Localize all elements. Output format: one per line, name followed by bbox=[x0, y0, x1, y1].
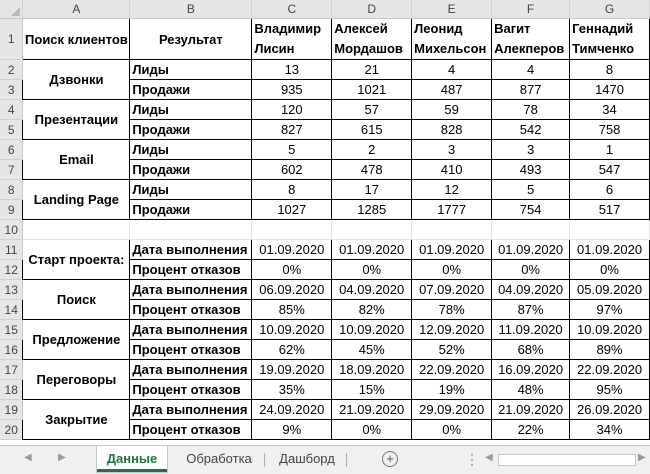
metric-label[interactable]: Продажи bbox=[130, 80, 252, 100]
column-header[interactable]: D bbox=[332, 0, 412, 19]
row-header[interactable]: 13 bbox=[0, 280, 23, 300]
percent-cell[interactable]: 0% bbox=[332, 420, 412, 440]
row-header[interactable]: 18 bbox=[0, 380, 23, 400]
empty-cell[interactable] bbox=[332, 220, 412, 240]
value-cell[interactable]: 57 bbox=[332, 100, 412, 120]
header-cell[interactable]: Леонид Михельсон bbox=[412, 19, 492, 60]
value-cell[interactable]: 4 bbox=[412, 60, 492, 80]
table-row bbox=[0, 280, 650, 300]
column-header[interactable]: A bbox=[23, 0, 130, 19]
value-cell[interactable]: 12 bbox=[412, 180, 492, 200]
value-cell[interactable]: 8 bbox=[252, 180, 332, 200]
table-row bbox=[0, 320, 650, 340]
row-header[interactable]: 20 bbox=[0, 420, 23, 440]
date-cell[interactable]: 10.09.2020 bbox=[332, 320, 412, 340]
row-header[interactable]: 8 bbox=[0, 180, 23, 200]
header-cell[interactable]: Вагит Алекперов bbox=[492, 19, 570, 60]
empty-cell[interactable] bbox=[412, 220, 492, 240]
header-cell[interactable]: Геннадий Тимченко bbox=[570, 19, 650, 60]
row-header[interactable]: 15 bbox=[0, 320, 23, 340]
scroll-tabs-left-icon[interactable]: ◀ bbox=[24, 452, 32, 463]
percent-cell[interactable]: 0% bbox=[252, 260, 332, 280]
row-header[interactable]: 1 bbox=[0, 19, 23, 60]
date-cell[interactable]: 01.09.2020 bbox=[492, 240, 570, 260]
row-header[interactable]: 12 bbox=[0, 260, 23, 280]
value-cell[interactable]: 1021 bbox=[332, 80, 412, 100]
value-cell[interactable]: 34 bbox=[570, 100, 650, 120]
value-cell[interactable]: 828 bbox=[412, 120, 492, 140]
stage-metric-label[interactable]: Дата выполнения bbox=[130, 240, 252, 260]
value-cell[interactable]: 1777 bbox=[412, 200, 492, 220]
metric-label[interactable]: Лиды bbox=[130, 140, 252, 160]
date-cell[interactable]: 01.09.2020 bbox=[252, 240, 332, 260]
column-header[interactable]: B bbox=[130, 0, 252, 19]
value-cell[interactable]: 8 bbox=[570, 60, 650, 80]
stage-name[interactable]: Старт проекта: bbox=[23, 240, 130, 280]
stage-metric-label[interactable]: Дата выполнения bbox=[130, 280, 252, 300]
row-header[interactable]: 17 bbox=[0, 360, 23, 380]
empty-cell[interactable] bbox=[130, 220, 252, 240]
percent-cell[interactable]: 0% bbox=[570, 260, 650, 280]
table-row bbox=[0, 100, 650, 120]
percent-cell[interactable]: 45% bbox=[332, 340, 412, 360]
date-cell[interactable]: 06.09.2020 bbox=[252, 280, 332, 300]
value-cell[interactable]: 877 bbox=[492, 80, 570, 100]
percent-cell[interactable]: 0% bbox=[492, 260, 570, 280]
value-cell[interactable]: 487 bbox=[412, 80, 492, 100]
channel-name[interactable]: Дзвонки bbox=[23, 60, 130, 100]
value-cell[interactable]: 78 bbox=[492, 100, 570, 120]
date-cell[interactable]: 18.09.2020 bbox=[332, 360, 412, 380]
scroll-right-icon[interactable]: ▶ bbox=[638, 452, 646, 463]
date-cell[interactable]: 10.09.2020 bbox=[252, 320, 332, 340]
metric-label[interactable]: Продажи bbox=[130, 200, 252, 220]
row-header[interactable]: 11 bbox=[0, 240, 23, 260]
value-cell[interactable]: 4 bbox=[492, 60, 570, 80]
value-cell[interactable]: 547 bbox=[570, 160, 650, 180]
value-cell[interactable]: 602 bbox=[252, 160, 332, 180]
percent-cell[interactable]: 52% bbox=[412, 340, 492, 360]
value-cell[interactable]: 478 bbox=[332, 160, 412, 180]
value-cell[interactable]: 5 bbox=[252, 140, 332, 160]
table-row bbox=[0, 220, 650, 240]
table-row bbox=[0, 400, 650, 420]
value-cell[interactable]: 827 bbox=[252, 120, 332, 140]
header-cell[interactable]: Алексей Мордашов bbox=[332, 19, 412, 60]
date-cell[interactable]: 12.09.2020 bbox=[412, 320, 492, 340]
metric-label[interactable]: Лиды bbox=[130, 180, 252, 200]
stage-metric-label[interactable]: Процент отказов bbox=[130, 260, 252, 280]
row-header[interactable]: 10 bbox=[0, 220, 23, 240]
value-cell[interactable]: 935 bbox=[252, 80, 332, 100]
percent-cell[interactable]: 97% bbox=[570, 300, 650, 320]
value-cell[interactable]: 1285 bbox=[332, 200, 412, 220]
row-header[interactable]: 3 bbox=[0, 80, 23, 100]
date-cell[interactable]: 19.09.2020 bbox=[252, 360, 332, 380]
sheet-tab-dashboard[interactable]: Дашборд bbox=[279, 451, 335, 466]
stage-name[interactable]: Предложение bbox=[23, 320, 130, 360]
date-cell[interactable]: 21.09.2020 bbox=[492, 400, 570, 420]
value-cell[interactable]: 120 bbox=[252, 100, 332, 120]
date-cell[interactable]: 07.09.2020 bbox=[412, 280, 492, 300]
empty-cell[interactable] bbox=[23, 220, 130, 240]
sheet-tab-processing[interactable]: Обработка bbox=[186, 451, 252, 466]
percent-cell[interactable]: 87% bbox=[492, 300, 570, 320]
table-row bbox=[0, 140, 650, 160]
stage-name[interactable]: Поиск bbox=[23, 280, 130, 320]
more-options-icon[interactable]: ⋮ bbox=[465, 451, 479, 467]
stage-metric-label[interactable]: Процент отказов bbox=[130, 300, 252, 320]
table-row bbox=[0, 19, 650, 60]
table-row bbox=[0, 180, 650, 200]
percent-cell[interactable]: 95% bbox=[570, 380, 650, 400]
column-header[interactable]: E bbox=[412, 0, 492, 19]
row-header[interactable]: 19 bbox=[0, 400, 23, 420]
date-cell[interactable]: 22.09.2020 bbox=[412, 360, 492, 380]
percent-cell[interactable]: 9% bbox=[252, 420, 332, 440]
empty-cell[interactable] bbox=[252, 220, 332, 240]
percent-cell[interactable]: 85% bbox=[252, 300, 332, 320]
date-cell[interactable]: 01.09.2020 bbox=[412, 240, 492, 260]
date-cell[interactable]: 01.09.2020 bbox=[332, 240, 412, 260]
channel-name[interactable]: Email bbox=[23, 140, 130, 180]
date-cell[interactable]: 05.09.2020 bbox=[570, 280, 650, 300]
stage-name[interactable]: Переговоры bbox=[23, 360, 130, 400]
column-header[interactable]: G bbox=[570, 0, 650, 19]
date-cell[interactable]: 29.09.2020 bbox=[412, 400, 492, 420]
value-cell[interactable]: 1 bbox=[570, 140, 650, 160]
metric-label[interactable]: Продажи bbox=[130, 160, 252, 180]
metric-label[interactable]: Лиды bbox=[130, 100, 252, 120]
percent-cell[interactable]: 0% bbox=[412, 420, 492, 440]
percent-cell[interactable]: 68% bbox=[492, 340, 570, 360]
value-cell[interactable]: 410 bbox=[412, 160, 492, 180]
row-header[interactable]: 14 bbox=[0, 300, 23, 320]
value-cell[interactable]: 517 bbox=[570, 200, 650, 220]
scroll-tabs-right-icon[interactable]: ▶ bbox=[58, 452, 66, 463]
date-cell[interactable]: 22.09.2020 bbox=[570, 360, 650, 380]
table-row bbox=[0, 240, 650, 260]
value-cell[interactable]: 59 bbox=[412, 100, 492, 120]
sheet-tab-data[interactable]: Данные bbox=[97, 446, 167, 472]
value-cell[interactable]: 1027 bbox=[252, 200, 332, 220]
percent-cell[interactable]: 89% bbox=[570, 340, 650, 360]
table-row bbox=[0, 60, 650, 80]
percent-cell[interactable]: 48% bbox=[492, 380, 570, 400]
tab-separator bbox=[264, 453, 265, 467]
percent-cell[interactable]: 19% bbox=[412, 380, 492, 400]
value-cell[interactable]: 758 bbox=[570, 120, 650, 140]
stage-metric-label[interactable]: Дата выполнения bbox=[130, 320, 252, 340]
row-header[interactable]: 6 bbox=[0, 140, 23, 160]
date-cell[interactable]: 01.09.2020 bbox=[570, 240, 650, 260]
date-cell[interactable]: 11.09.2020 bbox=[492, 320, 570, 340]
channel-name[interactable]: Презентации bbox=[23, 100, 130, 140]
select-all-corner[interactable] bbox=[0, 0, 23, 19]
empty-cell[interactable] bbox=[492, 220, 570, 240]
add-sheet-icon[interactable]: + bbox=[382, 451, 398, 467]
date-cell[interactable]: 10.09.2020 bbox=[570, 320, 650, 340]
stage-metric-label[interactable]: Дата выполнения bbox=[130, 400, 252, 420]
value-cell[interactable]: 21 bbox=[332, 60, 412, 80]
percent-cell[interactable]: 78% bbox=[412, 300, 492, 320]
date-cell[interactable]: 24.09.2020 bbox=[252, 400, 332, 420]
percent-cell[interactable]: 15% bbox=[332, 380, 412, 400]
stage-metric-label[interactable]: Процент отказов bbox=[130, 380, 252, 400]
metric-label[interactable]: Лиды bbox=[130, 60, 252, 80]
row-header[interactable]: 7 bbox=[0, 160, 23, 180]
stage-name[interactable]: Закрытие bbox=[23, 400, 130, 440]
value-cell[interactable]: 2 bbox=[332, 140, 412, 160]
row-header[interactable]: 16 bbox=[0, 340, 23, 360]
percent-cell[interactable]: 82% bbox=[332, 300, 412, 320]
scroll-left-icon[interactable]: ◀ bbox=[485, 452, 493, 463]
percent-cell[interactable]: 0% bbox=[412, 260, 492, 280]
value-cell[interactable]: 13 bbox=[252, 60, 332, 80]
header-cell[interactable]: Владимир Лисин bbox=[252, 19, 332, 60]
percent-cell[interactable]: 62% bbox=[252, 340, 332, 360]
date-cell[interactable]: 04.09.2020 bbox=[492, 280, 570, 300]
header-cell[interactable]: Поиск клиентов bbox=[23, 19, 130, 60]
column-header[interactable]: C bbox=[252, 0, 332, 19]
stage-metric-label[interactable]: Процент отказов bbox=[130, 340, 252, 360]
header-cell[interactable]: Результат bbox=[130, 19, 252, 60]
value-cell[interactable]: 615 bbox=[332, 120, 412, 140]
percent-cell[interactable]: 22% bbox=[492, 420, 570, 440]
sheet-tab-bar bbox=[0, 445, 650, 474]
row-header[interactable]: 5 bbox=[0, 120, 23, 140]
row-header[interactable]: 2 bbox=[0, 60, 23, 80]
metric-label[interactable]: Продажи bbox=[130, 120, 252, 140]
date-cell[interactable]: 16.09.2020 bbox=[492, 360, 570, 380]
column-header[interactable]: F bbox=[492, 0, 570, 19]
value-cell[interactable]: 542 bbox=[492, 120, 570, 140]
empty-cell[interactable] bbox=[570, 220, 650, 240]
percent-cell[interactable]: 35% bbox=[252, 380, 332, 400]
stage-metric-label[interactable]: Процент отказов bbox=[130, 420, 252, 440]
value-cell[interactable]: 17 bbox=[332, 180, 412, 200]
table-row bbox=[0, 360, 650, 380]
date-cell[interactable]: 26.09.2020 bbox=[570, 400, 650, 420]
value-cell[interactable]: 493 bbox=[492, 160, 570, 180]
percent-cell[interactable]: 34% bbox=[570, 420, 650, 440]
row-header[interactable]: 9 bbox=[0, 200, 23, 220]
value-cell[interactable]: 3 bbox=[412, 140, 492, 160]
tab-separator bbox=[346, 453, 347, 467]
row-header[interactable]: 4 bbox=[0, 100, 23, 120]
value-cell[interactable]: 5 bbox=[492, 180, 570, 200]
date-cell[interactable]: 21.09.2020 bbox=[332, 400, 412, 420]
stage-metric-label[interactable]: Дата выполнения bbox=[130, 360, 252, 380]
value-cell[interactable]: 1470 bbox=[570, 80, 650, 100]
value-cell[interactable]: 3 bbox=[492, 140, 570, 160]
value-cell[interactable]: 6 bbox=[570, 180, 650, 200]
value-cell[interactable]: 754 bbox=[492, 200, 570, 220]
percent-cell[interactable]: 0% bbox=[332, 260, 412, 280]
horizontal-scrollbar[interactable] bbox=[498, 454, 636, 466]
channel-name[interactable]: Landing Page bbox=[23, 180, 130, 220]
date-cell[interactable]: 04.09.2020 bbox=[332, 280, 412, 300]
